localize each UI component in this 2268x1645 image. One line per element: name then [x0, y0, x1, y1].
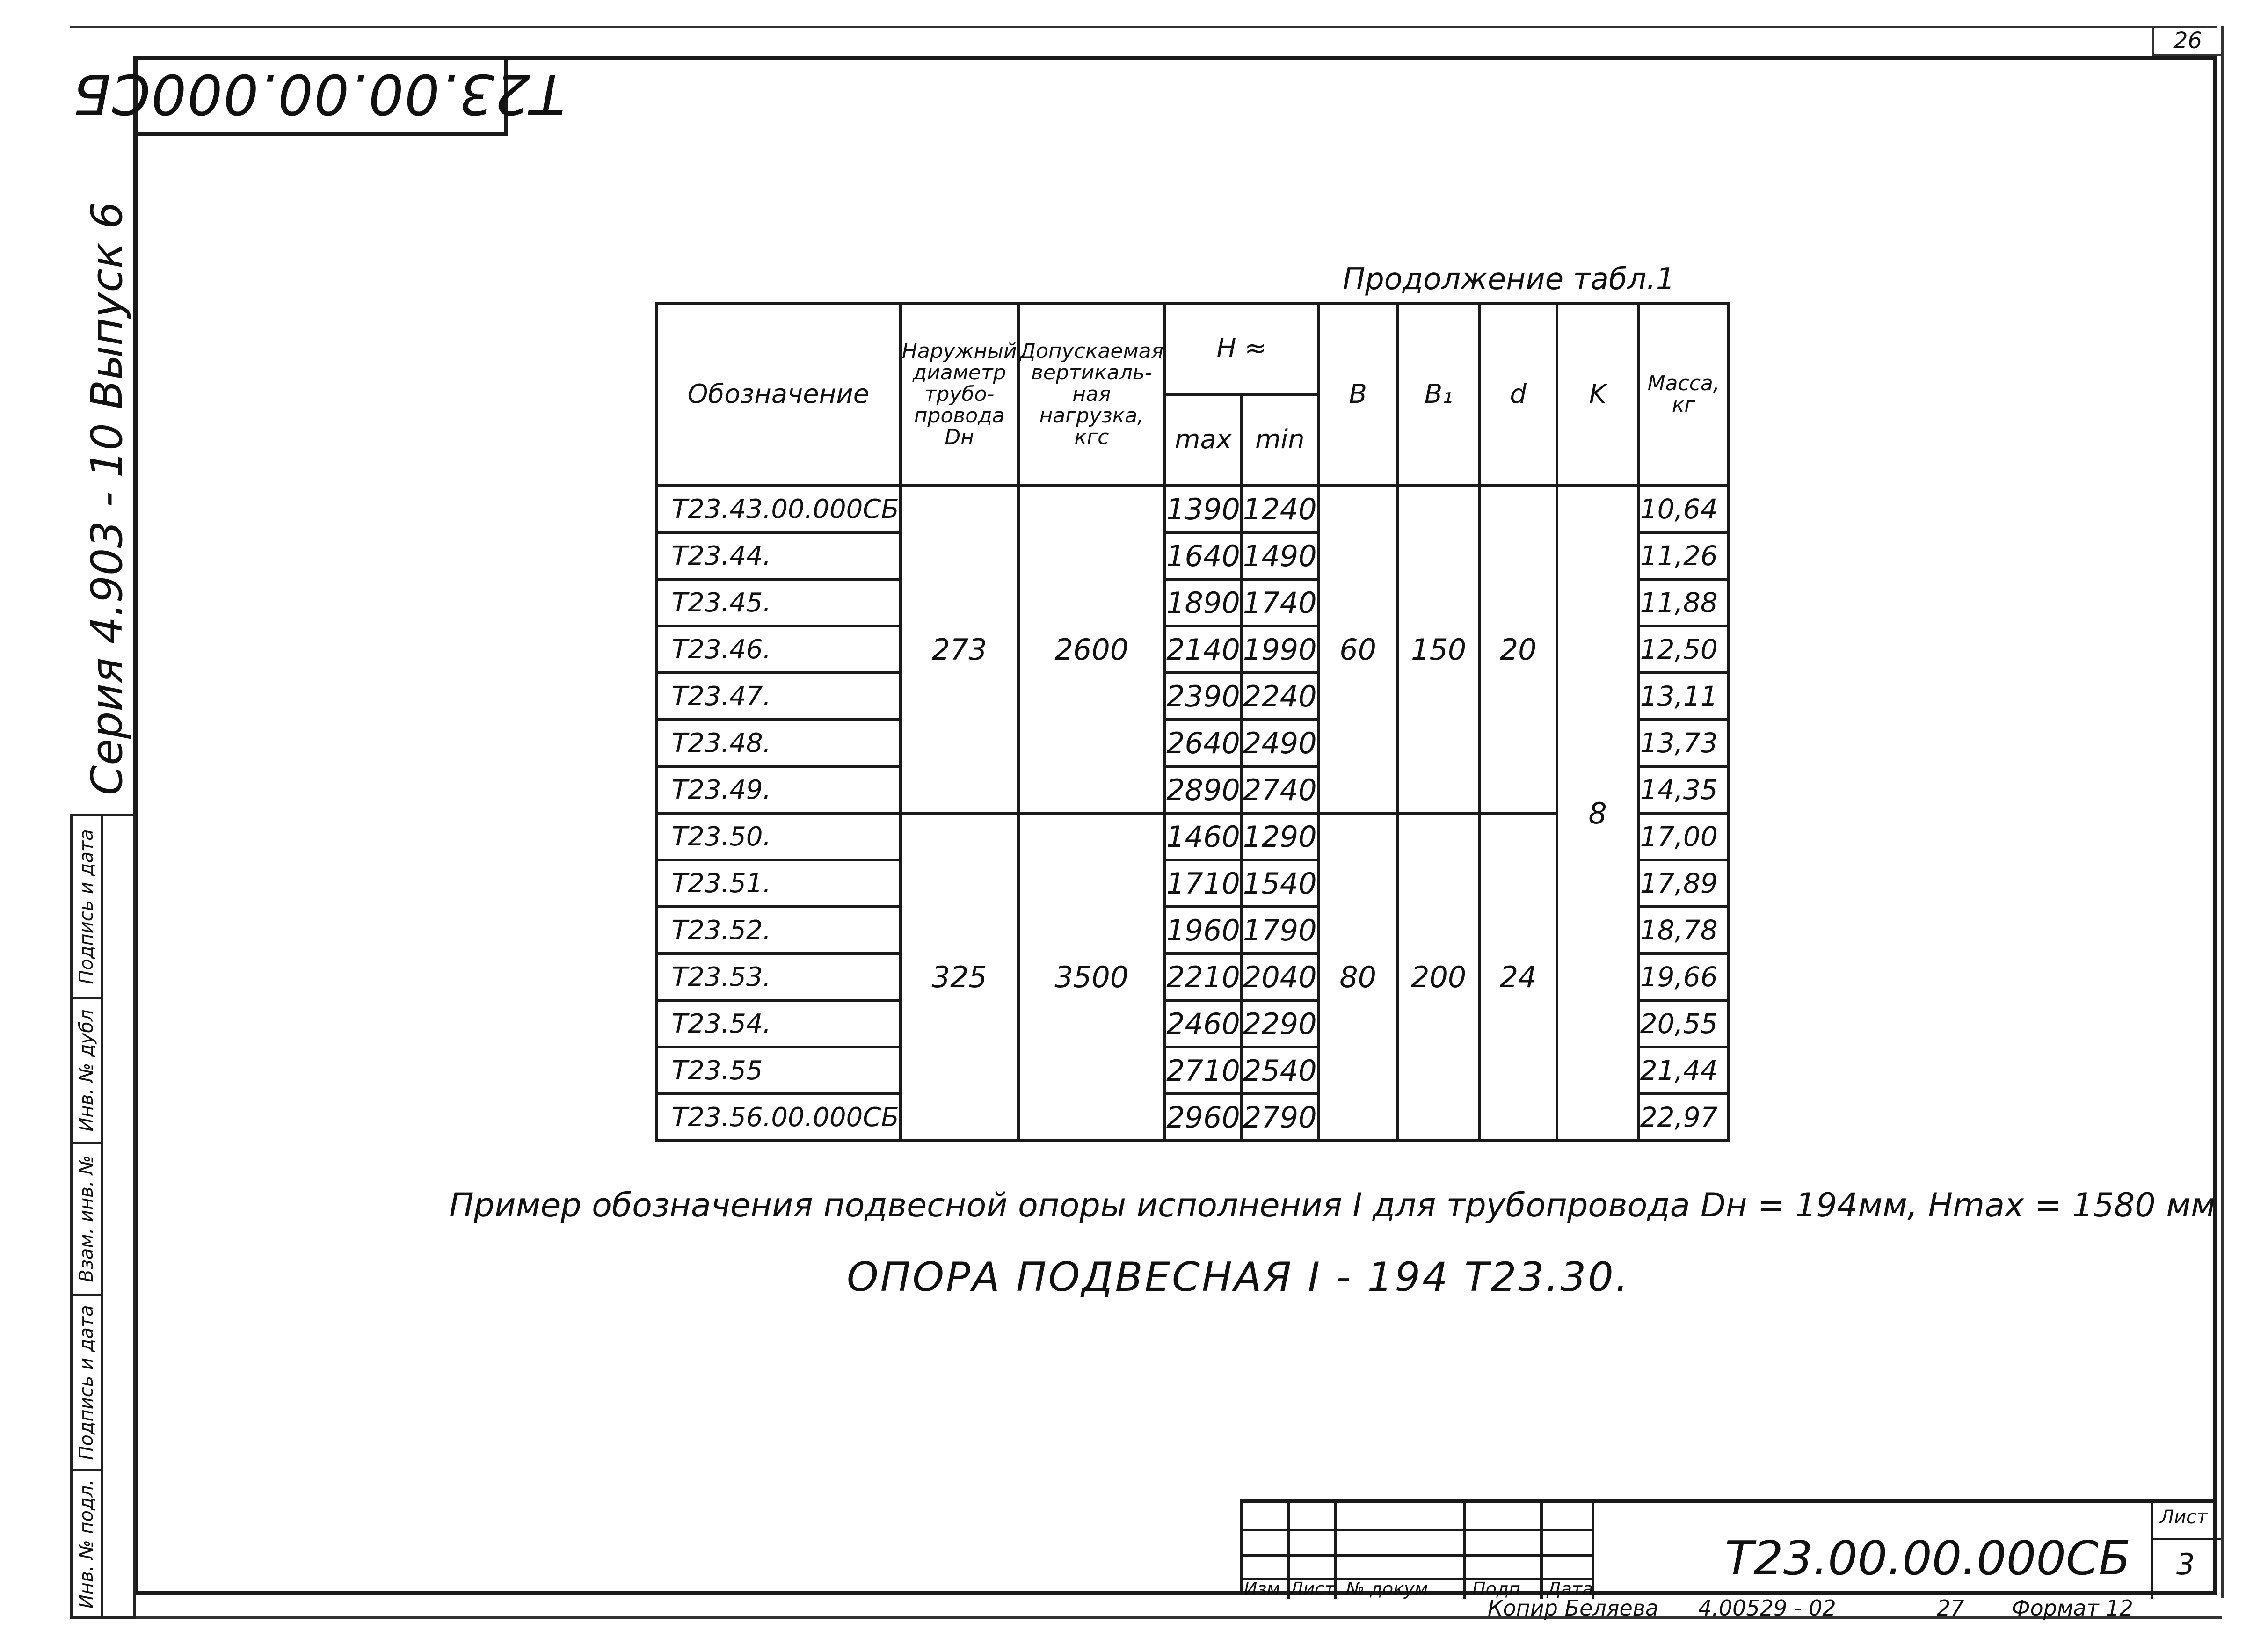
cell-hmax: 2640: [1165, 720, 1242, 766]
tb-label-date: Дата: [1547, 1579, 1593, 1599]
outer-border-right: [2221, 26, 2224, 1598]
designation-example: ОПОРА ПОДВЕСНАЯ I - 194 Т23.30.: [847, 1254, 1630, 1301]
cell-b1: 150: [1398, 486, 1480, 813]
cell-designation: Т23.51.: [656, 860, 901, 907]
cell-hmin: 1490: [1242, 532, 1318, 579]
tb-label-izm: Изм: [1244, 1579, 1280, 1599]
cell-designation: Т23.55: [656, 1047, 901, 1094]
cell-diameter: 325: [901, 813, 1018, 1141]
sheet-number-top: 26: [2152, 27, 2221, 56]
cell-mass: 17,89: [1639, 860, 1729, 907]
cell-designation: Т23.53.: [656, 954, 901, 1000]
cell-hmax: 1890: [1165, 579, 1242, 626]
cell-hmax: 2210: [1165, 954, 1242, 1000]
left-stamp-cell-3: Взам. инв. №: [70, 1142, 103, 1296]
copy-row: [1488, 1595, 2189, 1619]
copy-number: 27: [1937, 1595, 1964, 1621]
cell-hmin: 1240: [1242, 486, 1318, 532]
cell-hmin: 1790: [1242, 907, 1318, 954]
header-k: K: [1557, 303, 1639, 486]
cell-hmax: 1640: [1165, 532, 1242, 579]
left-stamp-blank: [101, 814, 136, 1619]
header-hmin: min: [1242, 394, 1318, 486]
outer-border-top: [70, 26, 2217, 28]
cell-mass: 22,97: [1639, 1094, 1729, 1141]
header-b: B: [1318, 303, 1398, 486]
cell-hmax: 2890: [1165, 766, 1242, 813]
cell-hmin: 2540: [1242, 1047, 1318, 1094]
cell-hmax: 1390: [1165, 486, 1242, 532]
left-stamp-cell-4: Подпись и дата: [70, 1294, 103, 1471]
cell-mass: 12,50: [1639, 626, 1729, 673]
cell-k: 8: [1557, 486, 1639, 1141]
header-b1: B₁: [1398, 303, 1480, 486]
title-block: [1240, 1499, 2217, 1599]
cell-hmax: 1960: [1165, 907, 1242, 954]
cell-mass: 20,55: [1639, 1000, 1729, 1047]
copied-by: Копир Беляева: [1488, 1595, 1659, 1621]
cell-hmax: 1460: [1165, 813, 1242, 860]
cell-hmin: 2040: [1242, 954, 1318, 1000]
cell-mass: 18,78: [1639, 907, 1729, 954]
header-diameter: Наружный диаметр трубо- провода Dн: [901, 303, 1018, 486]
tb-label-doc: № докум: [1346, 1579, 1428, 1599]
header-designation: Обозначение: [656, 303, 901, 486]
cell-designation: Т23.46.: [656, 626, 901, 673]
cell-hmin: 1290: [1242, 813, 1318, 860]
cell-mass: 21,44: [1639, 1047, 1729, 1094]
cell-designation: Т23.44.: [656, 532, 901, 579]
table-caption: Продолжение табл.1: [1343, 262, 1675, 297]
cell-hmin: 1990: [1242, 626, 1318, 673]
cell-hmin: 2240: [1242, 673, 1318, 720]
cell-mass: 13,11: [1639, 673, 1729, 720]
cell-designation: Т23.56.00.000СБ: [656, 1094, 901, 1141]
spec-table: [655, 302, 1730, 1142]
series-label: Серия 4.903 - 10 Выпуск 6: [82, 201, 132, 795]
cell-designation: Т23.43.00.000СБ: [656, 486, 901, 532]
header-h: H ≈: [1165, 303, 1318, 394]
cell-b: 80: [1318, 813, 1398, 1141]
cell-hmin: 1540: [1242, 860, 1318, 907]
format-label: Формат 12: [2012, 1595, 2133, 1621]
cell-designation: Т23.47.: [656, 673, 901, 720]
cell-hmin: 2790: [1242, 1094, 1318, 1141]
cell-hmax: 2460: [1165, 1000, 1242, 1047]
cell-mass: 11,26: [1639, 532, 1729, 579]
cell-mass: 19,66: [1639, 954, 1729, 1000]
cell-designation: Т23.48.: [656, 720, 901, 766]
left-stamp-cell-5: Инв. № подл.: [70, 1469, 103, 1619]
example-text: Пример обозначения подвесной опоры исполнения I для трубопровода Dн = 194мм, Hmax = 1580 мм: [449, 1186, 2216, 1224]
cell-mass: 13,73: [1639, 720, 1729, 766]
cell-load: 2600: [1018, 486, 1165, 813]
cell-diameter: 273: [901, 486, 1018, 813]
header-mass: Масса, кг: [1639, 303, 1729, 486]
header-load: Допускаемая вертикаль- ная нагрузка, кгс: [1018, 303, 1165, 486]
cell-hmin: 2740: [1242, 766, 1318, 813]
cell-hmax: 2140: [1165, 626, 1242, 673]
cell-hmax: 2960: [1165, 1094, 1242, 1141]
cell-designation: Т23.50.: [656, 813, 901, 860]
top-stamp-code: Т23.00.00.000СБ: [72, 62, 565, 126]
cell-designation: Т23.52.: [656, 907, 901, 954]
cell-hmax: 2710: [1165, 1047, 1242, 1094]
cell-b1: 200: [1398, 813, 1480, 1141]
header-d: d: [1480, 303, 1557, 486]
header-hmax: max: [1165, 394, 1242, 486]
order-number: 4.00529 - 02: [1698, 1595, 1836, 1621]
cell-hmax: 1710: [1165, 860, 1242, 907]
cell-mass: 17,00: [1639, 813, 1729, 860]
cell-designation: Т23.49.: [656, 766, 901, 813]
cell-d: 24: [1480, 813, 1557, 1141]
left-stamp-cell-1: Подпись и дата: [70, 814, 103, 999]
left-stamp-cell-2: Инв. № дубл: [70, 997, 103, 1144]
cell-b: 60: [1318, 486, 1398, 813]
cell-d: 20: [1480, 486, 1557, 813]
tb-label-sign: Подп: [1472, 1579, 1520, 1599]
cell-hmin: 2490: [1242, 720, 1318, 766]
cell-mass: 10,64: [1639, 486, 1729, 532]
cell-designation: Т23.45.: [656, 579, 901, 626]
cell-mass: 14,35: [1639, 766, 1729, 813]
top-stamp: [72, 56, 565, 136]
cell-load: 3500: [1018, 813, 1165, 1141]
cell-designation: Т23.54.: [656, 1000, 901, 1047]
cell-hmin: 1740: [1242, 579, 1318, 626]
table-row: [656, 486, 1729, 532]
tb-document-code: Т23.00.00.000СБ: [1725, 1531, 2131, 1586]
cell-hmax: 2390: [1165, 673, 1242, 720]
tb-label-list: Лист: [1290, 1579, 1335, 1599]
tb-sheet-label: Лист: [2160, 1507, 2208, 1528]
cell-mass: 11,88: [1639, 579, 1729, 626]
cell-hmin: 2290: [1242, 1000, 1318, 1047]
tb-sheet-number: 3: [2176, 1547, 2195, 1581]
